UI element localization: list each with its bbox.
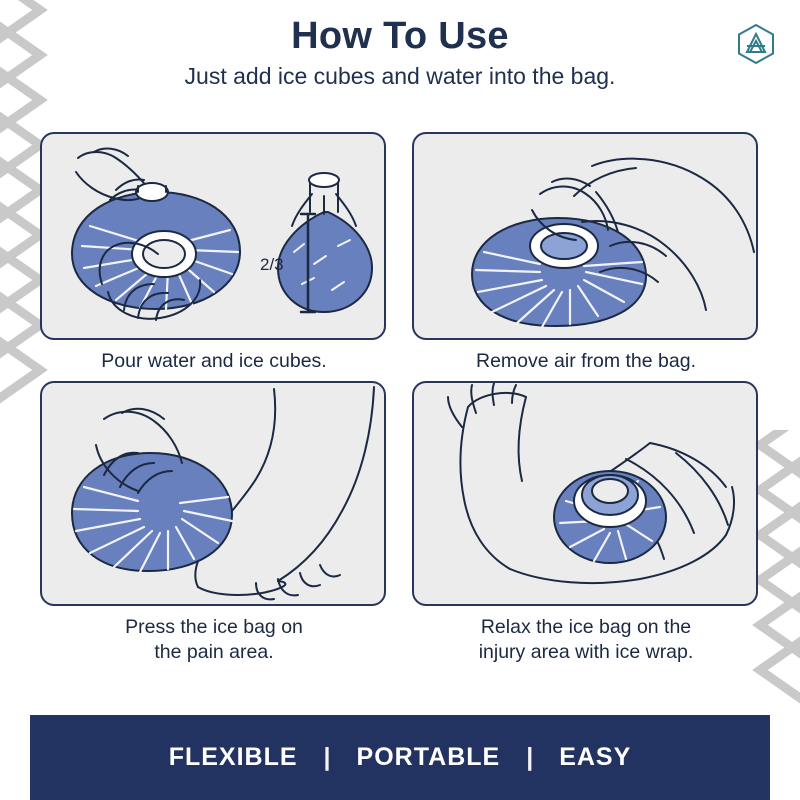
footer-separator-1: |	[323, 743, 331, 771]
step-3-caption	[40, 615, 388, 664]
footer-bar	[30, 715, 770, 800]
step-4-caption-line-2: injury area with ice wrap.	[478, 640, 694, 663]
step-4-caption	[412, 615, 760, 664]
step-card-1	[40, 132, 388, 373]
page-subtitle: Just add ice cubes and water into the bag.	[184, 62, 616, 89]
footer-item-easy: EASY	[559, 743, 632, 771]
step-3-illustration-panel	[40, 381, 386, 606]
step-3-caption-line-2: the pain area.	[154, 640, 274, 663]
footer-separator-2: |	[526, 743, 534, 771]
hands-squeezing-air-out-of-ice-bag-illustration	[414, 134, 758, 340]
hand-pressing-ice-bag-on-foot-illustration	[42, 383, 386, 606]
step-1-caption: Pour water and ice cubes.	[101, 350, 327, 372]
steps-grid	[40, 132, 760, 664]
step-4-illustration-panel	[412, 381, 758, 606]
header	[0, 14, 800, 90]
step-card-3	[40, 381, 388, 664]
footer-item-flexible: FLEXIBLE	[168, 743, 298, 771]
fraction-label: 2/3	[260, 255, 284, 274]
step-2-caption: Remove air from the bag.	[475, 350, 696, 372]
hand-pouring-water-into-ice-bag-illustration	[42, 134, 386, 340]
footer-item-portable: PORTABLE	[356, 743, 501, 771]
page-title: How To Use	[291, 15, 509, 57]
step-card-2	[412, 132, 760, 373]
step-1-illustration-panel	[40, 132, 386, 340]
step-card-4	[412, 381, 760, 664]
hexagon-logo-icon	[734, 22, 778, 66]
step-4-caption-line-1: Relax the ice bag on the	[480, 616, 692, 639]
foot-with-ice-bag-and-wrap-illustration	[414, 383, 758, 606]
step-3-caption-line-1: Press the ice bag on	[125, 616, 303, 639]
step-2-illustration-panel	[412, 132, 758, 340]
